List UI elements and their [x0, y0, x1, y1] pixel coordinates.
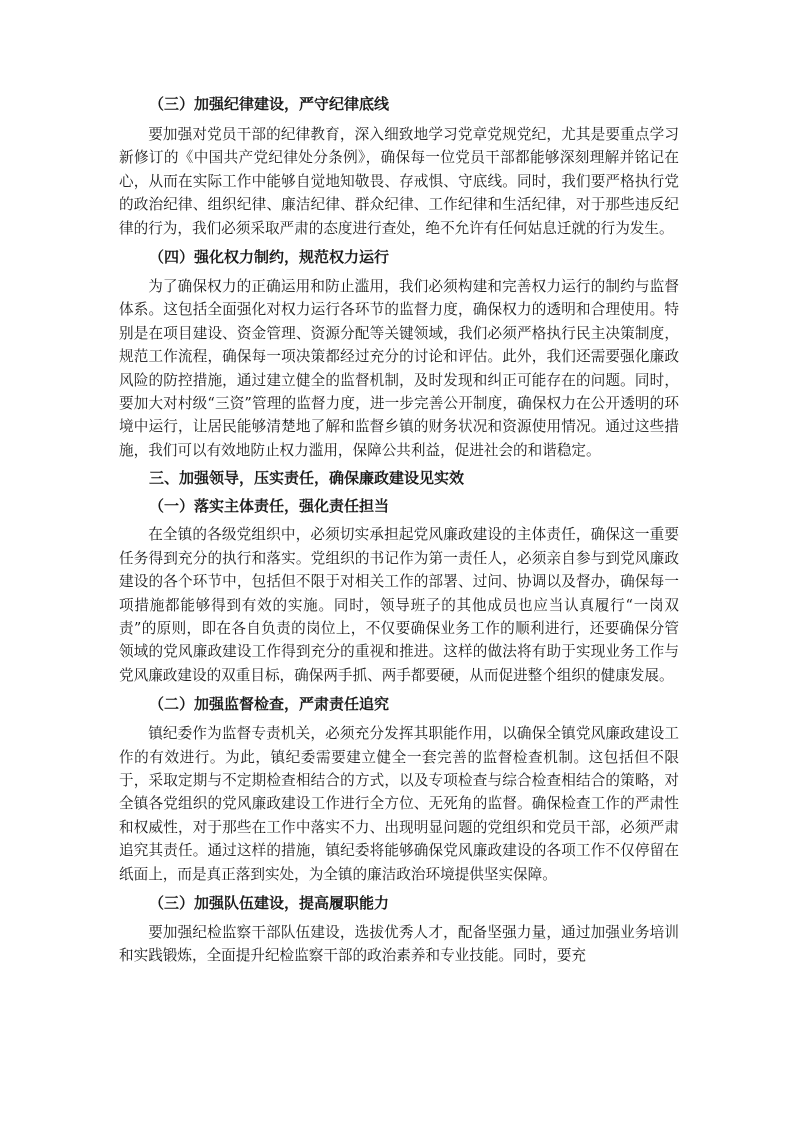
section-heading-leadership: 三、加强领导，压实责任，确保廉政建设见实效 [149, 469, 465, 488]
subheading-team-building: （三）加强队伍建设，提高履职能力 [149, 893, 390, 912]
paragraph-main-responsibility: 在全镇的各级党组织中，必须切实承担起党风廉政建设的主体责任，确保这一重要任务得到充分的执行和落实。党组织的书记作为第一责任人，必须亲自参与到党风廉政建设的各个环节中，包括但不限于对相关工作的部署、过问、协调以及督办，确保每一项措施都能够得到有效的实施。同时，领导班子的其他成员也应当认真履行“一岗双责”的原则，即在各自负责的岗位上，不仅要确保业务工作的顺利进行，还要确保分管领域的党风廉政建设工作得到充分的重视和推进。这样的做法将有助于实现业务工作与党风廉政建设的双重目标，确保两手抓、两手都要硬，从而促进整个组织的健康发展。 [119, 526, 679, 684]
subheading-power-restriction: （四）强化权力制约，规范权力运行 [149, 248, 390, 267]
document-page [119, 92, 679, 968]
subheading-main-responsibility: （一）落实主体责任，强化责任担当 [149, 497, 390, 516]
paragraph-power-restriction: 为了确保权力的正确运用和防止滥用，我们必须构建和完善权力运行的制约与监督体系。这包括全面强化对权力运行各环节的监督力度，确保权力的透明和合理使用。特别是在项目建设、资金管理、资源分配等关键领域，我们必须严格执行民主决策制度，规范工作流程，确保每一项决策都经过充分的讨论和评估。此外，我们还需要强化廉政风险的防控措施，通过建立健全的监督机制，及时发现和纠正可能存在的问题。同时，要加大对村级“三资”管理的监督力度，进一步完善公开制度，确保权力在公开透明的环境中运行，让居民能够清楚地了解和监督乡镇的财务状况和资源使用情况。通过这些措施，我们可以有效地防止权力滥用，保障公共利益，促进社会的和谐稳定。 [119, 278, 679, 459]
subheading-discipline: （三）加强纪律建设，严守纪律底线 [149, 95, 390, 113]
subheading-supervision: （二）加强监督检查，严肃责任追究 [149, 695, 390, 714]
paragraph-supervision: 镇纪委作为监督专责机关，必须充分发挥其职能作用，以确保全镇党风廉政建设工作的有效进行。为此，镇纪委需要建立健全一套完善的监督检查机制。这包括但不限于，采取定期与不定期检查相结合的方式，以及专项检查与综合检查相结合的策略，对全镇各党组织的党风廉政建设工作进行全方位、无死角的监督。确保检查工作的严肃性和权威性，对于那些在工作中落实不力、出现明显问题的党组织和党员干部，必须严肃追究其责任。通过这样的措施，镇纪委将能够确保党风廉政建设的各项工作不仅停留在纸面上，而是真正落到实处，为全镇的廉洁政治环境提供坚实保障。 [119, 725, 679, 883]
paragraph-team-building: 要加强纪检监察干部队伍建设，选拔优秀人才，配备坚强力量，通过加强业务培训和实践锻炼，全面提升纪检监察干部的政治素养和专业技能。同时，要充 [119, 923, 679, 965]
paragraph-discipline: 要加强对党员干部的纪律教育，深入细致地学习党章党规党纪，尤其是要重点学习新修订的《中国共产党纪律处分条例》，确保每一位党员干部都能够深刻理解并铭记在心，从而在实际工作中能够自觉地知敬畏、存戒惧、守底线。同时，我们要严格执行党的政治纪律、组织纪律、廉洁纪律、群众纪律、工作纪律和生活纪律，对于那些违反纪律的行为，我们必须采取严肃的态度进行查处，绝不允许有任何姑息迁就的行为发生。 [119, 126, 679, 237]
